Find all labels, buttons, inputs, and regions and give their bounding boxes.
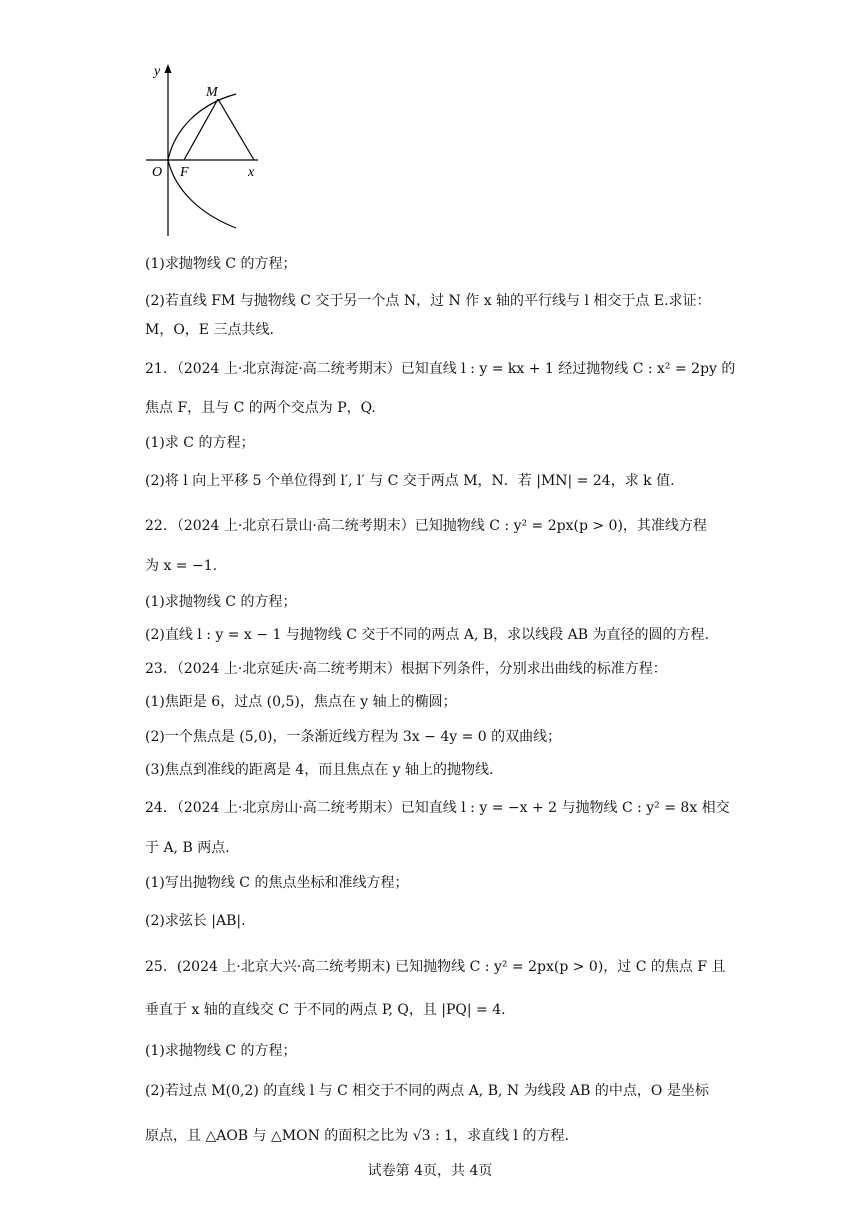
page-footer: 试卷第 4页，共 4页 [367,1163,493,1179]
text-line: (2)求弦长 |AB|. [145,913,246,929]
text-line: (3)焦点到准线的距离是 4，而且焦点在 y 轴上的抛物线. [145,762,494,778]
text-line: 垂直于 x 轴的直线交 C 于不同的两点 P, Q，且 |PQ| = 4. [145,1002,506,1018]
segment-fm [184,99,218,160]
y-axis-arrow [165,64,172,73]
text-line: (1)求抛物线 C 的方程； [145,256,297,272]
label-f: F [180,165,189,180]
text-line: 为 x = −1. [145,558,218,574]
segment-mx [218,99,254,160]
question-24-heading: 24．（2024 上·北京房山·高二统考期末）已知直线 l : y = −x + 2 与抛物线 C : y² = 8x 相交 [145,800,730,816]
label-m: M [206,85,218,100]
label-x: x [248,165,255,180]
text-line: 焦点 F，且与 C 的两个交点为 P，Q. [145,400,376,416]
text-line: (2)直线 l : y = x − 1 与抛物线 C 交于不同的两点 A, B，求以线段 AB 为直径的圆的方程. [145,627,709,643]
text-line: (1)求抛物线 C 的方程； [145,1043,297,1059]
label-y: y [154,64,161,79]
text-line: (2)一个焦点是 (5,0)，一条渐近线方程为 3x − 4y = 0 的双曲线； [145,729,562,745]
question-25-heading: 25．(2024 上·北京大兴·高二统考期末) 已知抛物线 C : y² = 2px(p > 0)，过 C 的焦点 F 且 [145,959,726,975]
question-22-heading: 22．（2024 上·北京石景山·高二统考期末）已知抛物线 C : y² = 2px(p > 0)，其准线方程 [145,518,707,534]
text-line: (2)若过点 M(0,2) 的直线 l 与 C 相交于不同的两点 A, B, N 为线段 AB 的中点，O 是坐标 [145,1083,709,1099]
text-line: 于 A, B 两点. [145,840,230,856]
text-line: 原点，且 △AOB 与 △MON 的面积之比为 √3 : 1，求直线 l 的方程. [145,1128,569,1144]
text-line: (1)求抛物线 C 的方程； [145,594,297,610]
text-line: (1)焦距是 6，过点 (0,5)，焦点在 y 轴上的椭圆； [145,694,457,710]
text-line: M，O，E 三点共线. [145,322,274,338]
question-23-heading: 23．（2024 上·北京延庆·高二统考期末）根据下列条件，分别求出曲线的标准方程： [145,661,667,677]
text-line: (1)求 C 的方程； [145,435,255,451]
text-line: (1)写出抛物线 C 的焦点坐标和准线方程； [145,875,409,891]
question-21-heading: 21．（2024 上·北京海淀·高二统考期末）已知直线 l : y = kx + 1 经过抛物线 C : x² = 2py 的 [145,361,736,377]
text-line: (2)若直线 FM 与抛物线 C 交于另一个点 N，过 N 作 x 轴的平行线与 l 相交于点 E.求证： [145,293,711,309]
parabola-diagram [140,58,270,238]
parabola-curve [168,94,236,228]
parabola-figure [140,58,270,238]
text-line: (2)将 l 向上平移 5 个单位得到 l′, l′ 与 C 交于两点 M，N．若 |MN| = 24，求 k 值. [145,473,675,489]
label-o: O [152,165,163,180]
